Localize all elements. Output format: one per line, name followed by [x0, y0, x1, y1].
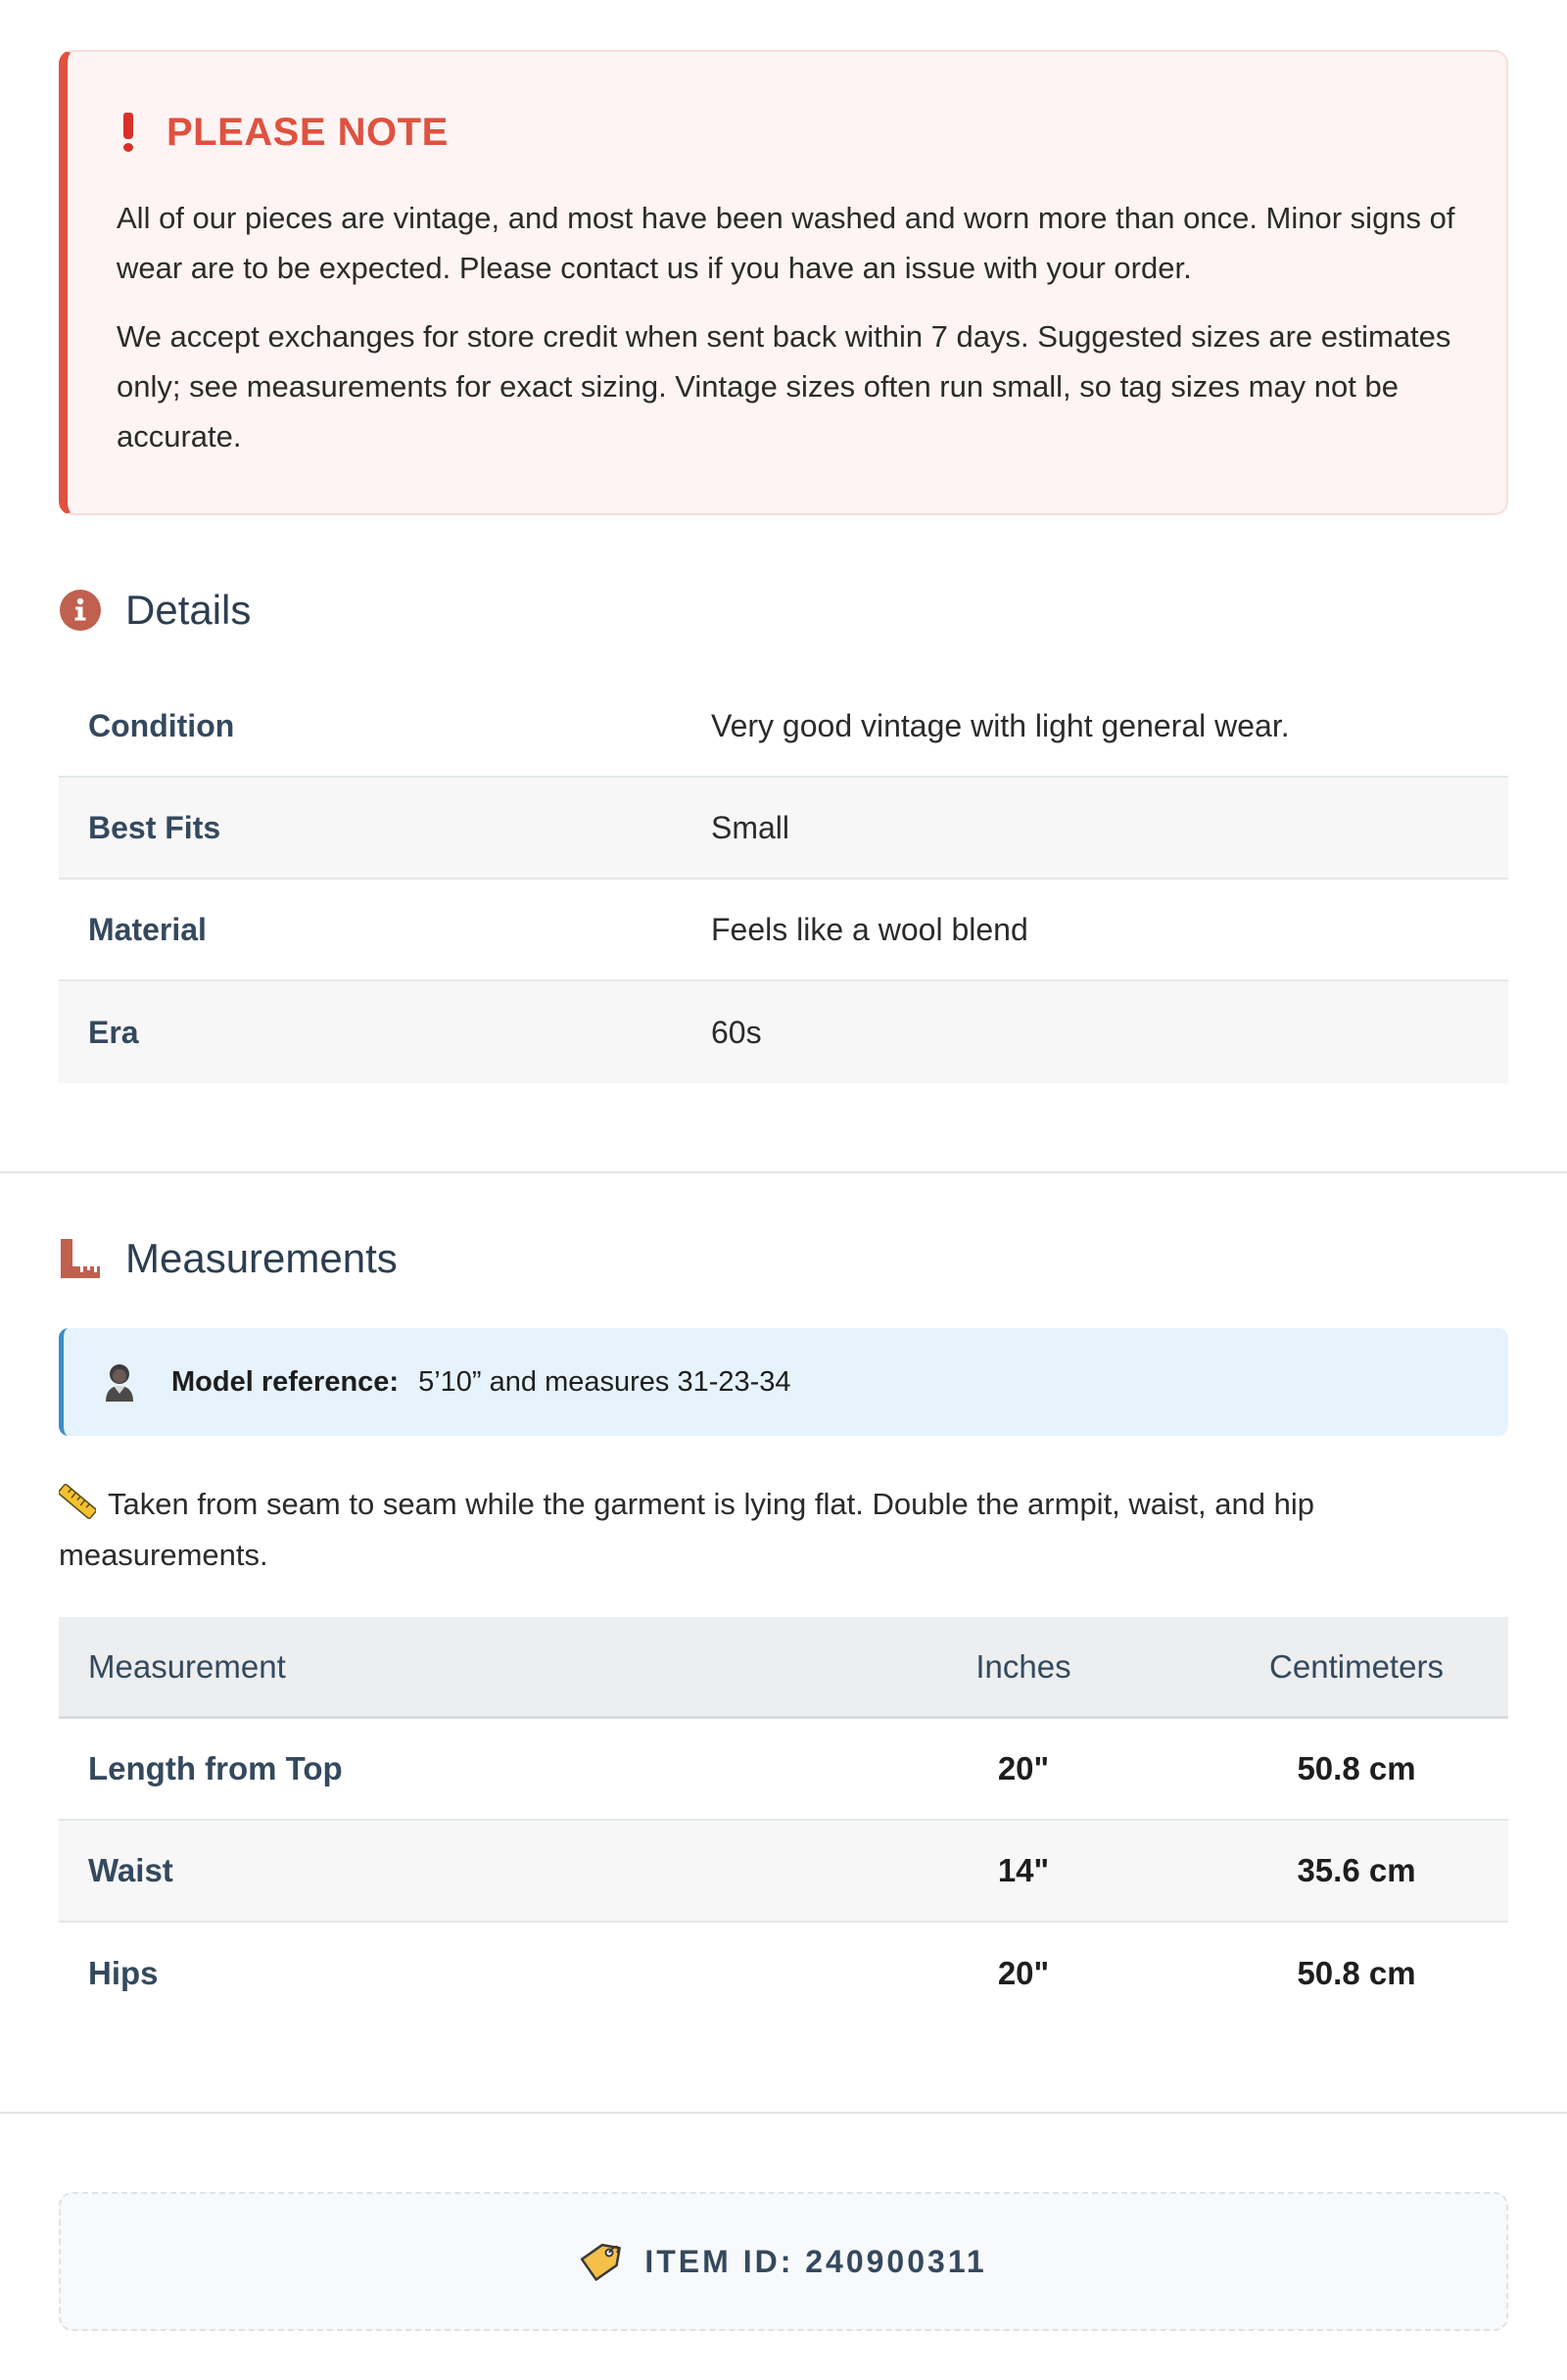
item-id-text: ITEM ID: 240900311 [644, 2243, 987, 2279]
measurement-name: Hips [88, 1955, 159, 1991]
details-row-best-fits [59, 778, 1508, 880]
model-reference-value: 5’10” and measures 31-23-34 [418, 1365, 791, 1398]
exclamation-icon [123, 113, 133, 152]
model-reference-label: Model reference: [171, 1365, 400, 1398]
measurement-cm: 50.8 cm [1297, 1750, 1416, 1786]
table-row [59, 1923, 1508, 2024]
details-row-condition [59, 676, 1508, 778]
measurement-cm: 50.8 cm [1297, 1955, 1416, 1991]
measurement-name: Length from Top [88, 1750, 343, 1786]
model-reference-box [59, 1328, 1508, 1436]
measurements-heading [59, 1229, 398, 1288]
details-heading [59, 581, 251, 640]
notice-paragraph: We accept exchanges for store credit when sent back within 7 days. Suggested sizes are estimates only; see measurements for exact sizing. Vintage sizes often run small, so tag sizes may not be accurate. [117, 319, 1451, 453]
details-value: Very good vintage with light general wear. [711, 707, 1290, 743]
details-label: Material [88, 911, 207, 947]
notice-title: PLEASE NOTE [166, 110, 449, 154]
notice-box [59, 50, 1508, 515]
tag-icon [580, 2241, 621, 2282]
notice-paragraph: All of our pieces are vintage, and most have been washed and worn more than once. Minor signs of wear are to be expected. Please contact us if you have an issue with your order. [117, 201, 1455, 285]
person-icon [103, 1362, 136, 1402]
details-row-material [59, 880, 1508, 981]
measurement-inches: 20" [997, 1750, 1050, 1786]
pencil-ruler-icon [59, 1483, 96, 1520]
details-row-era [59, 981, 1508, 1083]
table-row [59, 1821, 1508, 1923]
table-row [59, 1719, 1508, 1821]
measurements-title: Measurements [125, 1235, 398, 1281]
section-divider [0, 1171, 1567, 1173]
table-header-row [59, 1617, 1508, 1719]
column-header-inches: Inches [975, 1647, 1071, 1685]
measurements-table [59, 1617, 1508, 2024]
instructions-text: Taken from seam to seam while the garment is lying flat. Double the armpit, waist, and hip measurements. [59, 1487, 1314, 1572]
details-value: 60s [711, 1014, 762, 1050]
notice-heading [117, 109, 1457, 156]
ruler-icon [59, 1237, 102, 1280]
measurement-inches: 14" [997, 1852, 1050, 1888]
details-table [59, 676, 1508, 1083]
section-divider [0, 2112, 1567, 2114]
details-label: Best Fits [88, 809, 221, 845]
column-header-measurement: Measurement [88, 1647, 286, 1685]
column-header-centimeters: Centimeters [1269, 1647, 1444, 1685]
details-value: Feels like a wool blend [711, 911, 1028, 947]
details-label: Condition [88, 707, 235, 743]
details-title: Details [125, 587, 252, 633]
measurement-instructions [59, 1479, 1508, 1581]
measurement-inches: 20" [997, 1955, 1050, 1991]
details-label: Era [88, 1014, 139, 1050]
measurement-cm: 35.6 cm [1297, 1852, 1416, 1888]
measurement-name: Waist [88, 1852, 173, 1888]
details-value: Small [711, 809, 790, 845]
item-id-box [59, 2192, 1508, 2331]
info-icon [59, 589, 102, 632]
